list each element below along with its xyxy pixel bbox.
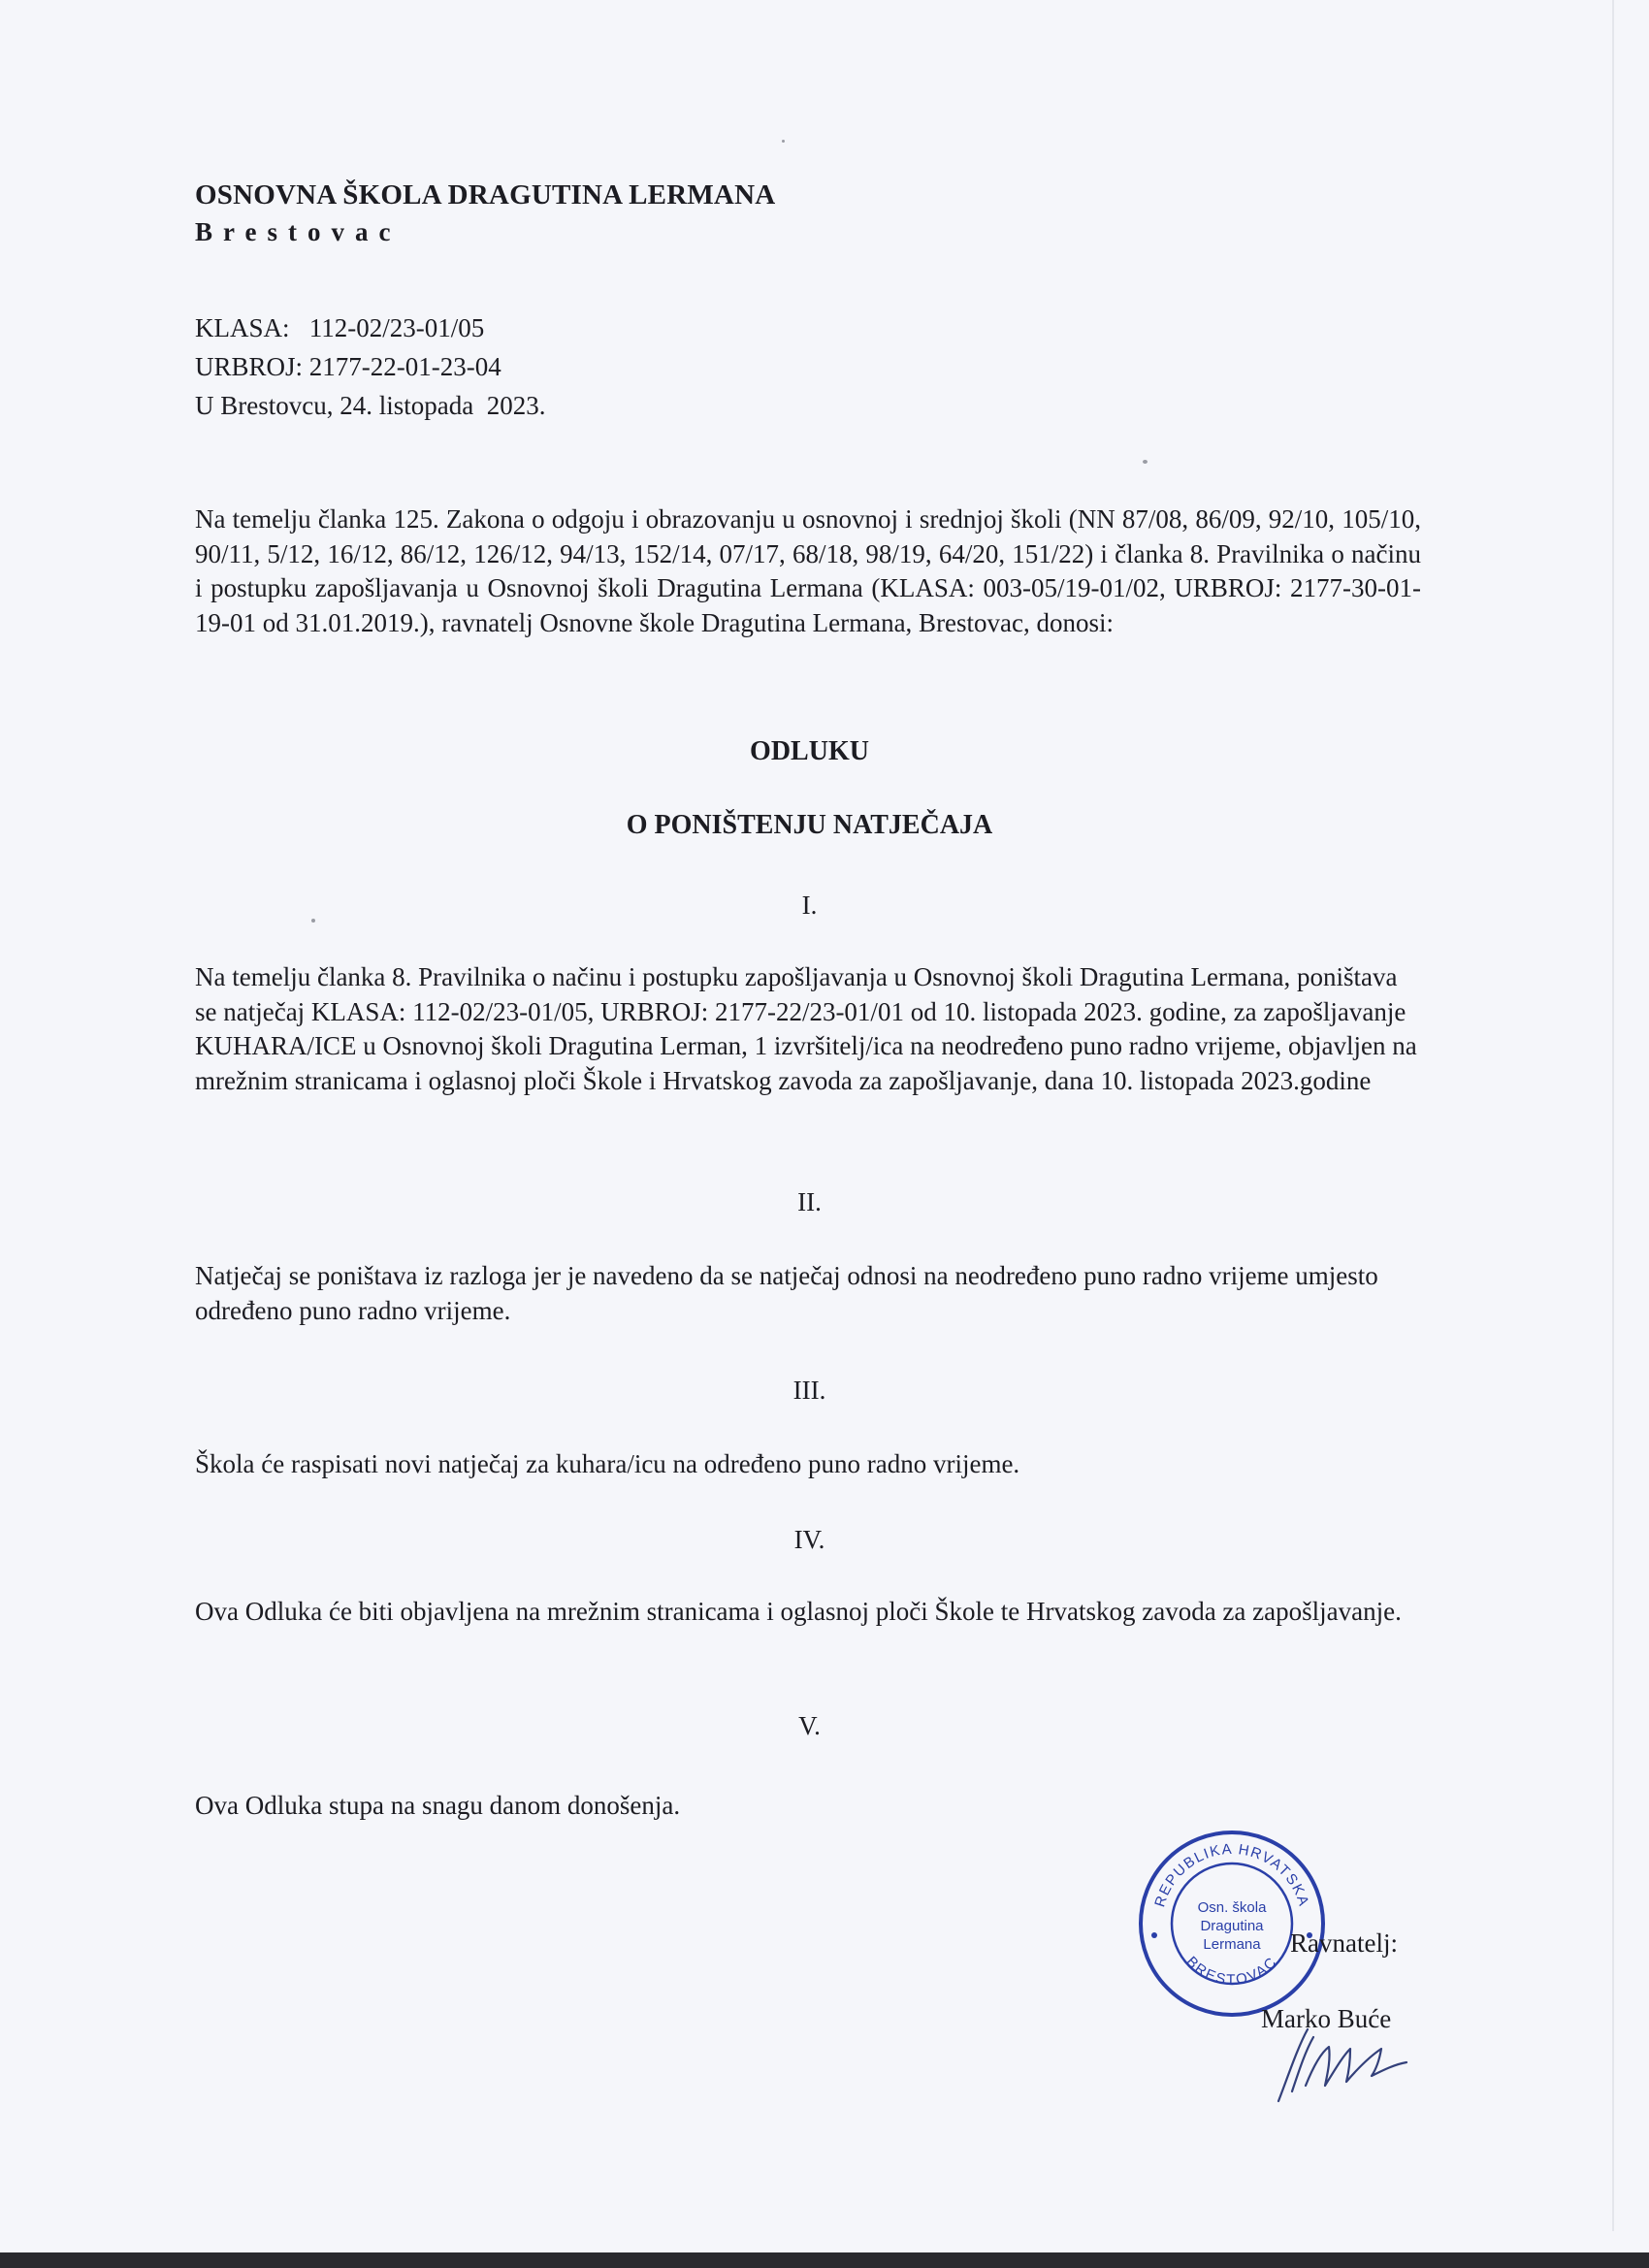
decision-title: ODLUKU <box>750 736 869 766</box>
document-header <box>195 178 775 249</box>
scan-speck <box>782 140 785 143</box>
scan-edge-bottom <box>0 2252 1649 2268</box>
section-text: Ova Odluka će biti objavljena na mrežnim stranicama i oglasnoj ploči Škole te Hrvatskog zavoda za zapošljavanje. <box>195 1597 1402 1626</box>
place-date-line: U Brestovcu, 24. listopada 2023. <box>195 391 546 420</box>
official-stamp <box>1135 1827 1329 2021</box>
preamble-paragraph: Na temelju članka 125. Zakona o odgoju i obrazovanju u osnovnoj i srednjoj školi (NN 87/08, 86/09, 92/10, 105/10, 90/11, 5/12, 16/12, 86/12, 126/12, 94/13, 152/14, 07/17, 68/18, 98/19, 64/20, 151/22) i članka 8. Pravilnika o načinu i postupku zapošljavanja u Osnovnoj školi Dragutina Lermana (KLASA: 003-05/19-01/02, URBROJ: 2177-30-01-19-01 od 31.01.2019.), ravnatelj Osnovne škole Dragutina Lermana, Brestovac, donosi: <box>195 504 1421 637</box>
section-numeral: II. <box>797 1187 822 1216</box>
section-text: Škola će raspisati novi natječaj za kuhara/icu na određeno puno radno vrijeme. <box>195 1449 1020 1478</box>
urbroj-line: URBROJ: 2177-22-01-23-04 <box>195 352 501 381</box>
school-name: OSNOVNA ŠKOLA DRAGUTINA LERMANA <box>195 179 776 211</box>
decision-subtitle: O PONIŠTENJU NATJEČAJA <box>626 810 993 840</box>
scan-speck <box>1143 460 1148 464</box>
stamp-inner-line: Osn. škola <box>1197 1899 1267 1916</box>
section-numeral: I. <box>801 891 818 920</box>
section-numeral: V. <box>798 1711 821 1740</box>
school-town: Brestovac <box>195 217 402 246</box>
handwritten-signature <box>1271 2018 1416 2105</box>
stamp-bottom-text: BRESTOVAC <box>1182 1953 1281 1989</box>
signatory-role: Ravnatelj: <box>1290 1928 1398 1958</box>
klasa-line: KLASA: 112-02/23-01/05 <box>195 313 485 342</box>
stamp-inner-line: Dragutina <box>1200 1918 1264 1934</box>
stamp-dot <box>1151 1932 1157 1938</box>
stamp-outer-text: REPUBLIKA HRVATSKA <box>1151 1840 1312 1909</box>
section-text: Na temelju članka 8. Pravilnika o načinu i postupku zapošljavanja u Osnovnoj školi Dragutina Lermana, poništava se natječaj KLASA: 112-02/23-01/05, URBROJ: 2177-22/23-01/01 od 10. listopada 2023. godine, za zapošljavanje KUHARA/ICE u Osnovnoj školi Dragutina Lerman, 1 izvršitelj/ica na neodređeno puno radno vrijeme, objavljen na mrežnim stranicama i oglasnoj ploči Škole i Hrvatskog zavoda za zapošljavanje, dana 10. listopada 2023.godine <box>195 962 1417 1095</box>
scan-edge-right <box>1612 0 1614 2231</box>
document-meta <box>195 308 545 425</box>
section-text: Natječaj se poništava iz razloga jer je navedeno da se natječaj odnosi na neodređeno puno radno vrijeme umjesto određeno puno radno vrijeme. <box>195 1261 1378 1325</box>
section-numeral: III. <box>792 1376 826 1405</box>
section-numeral: IV. <box>793 1525 825 1554</box>
signatory-name: Marko Buće <box>1261 2004 1392 2033</box>
stamp-inner-line: Lermana <box>1203 1936 1261 1953</box>
section-text: Ova Odluka stupa na snagu danom donošenja. <box>195 1791 681 1820</box>
